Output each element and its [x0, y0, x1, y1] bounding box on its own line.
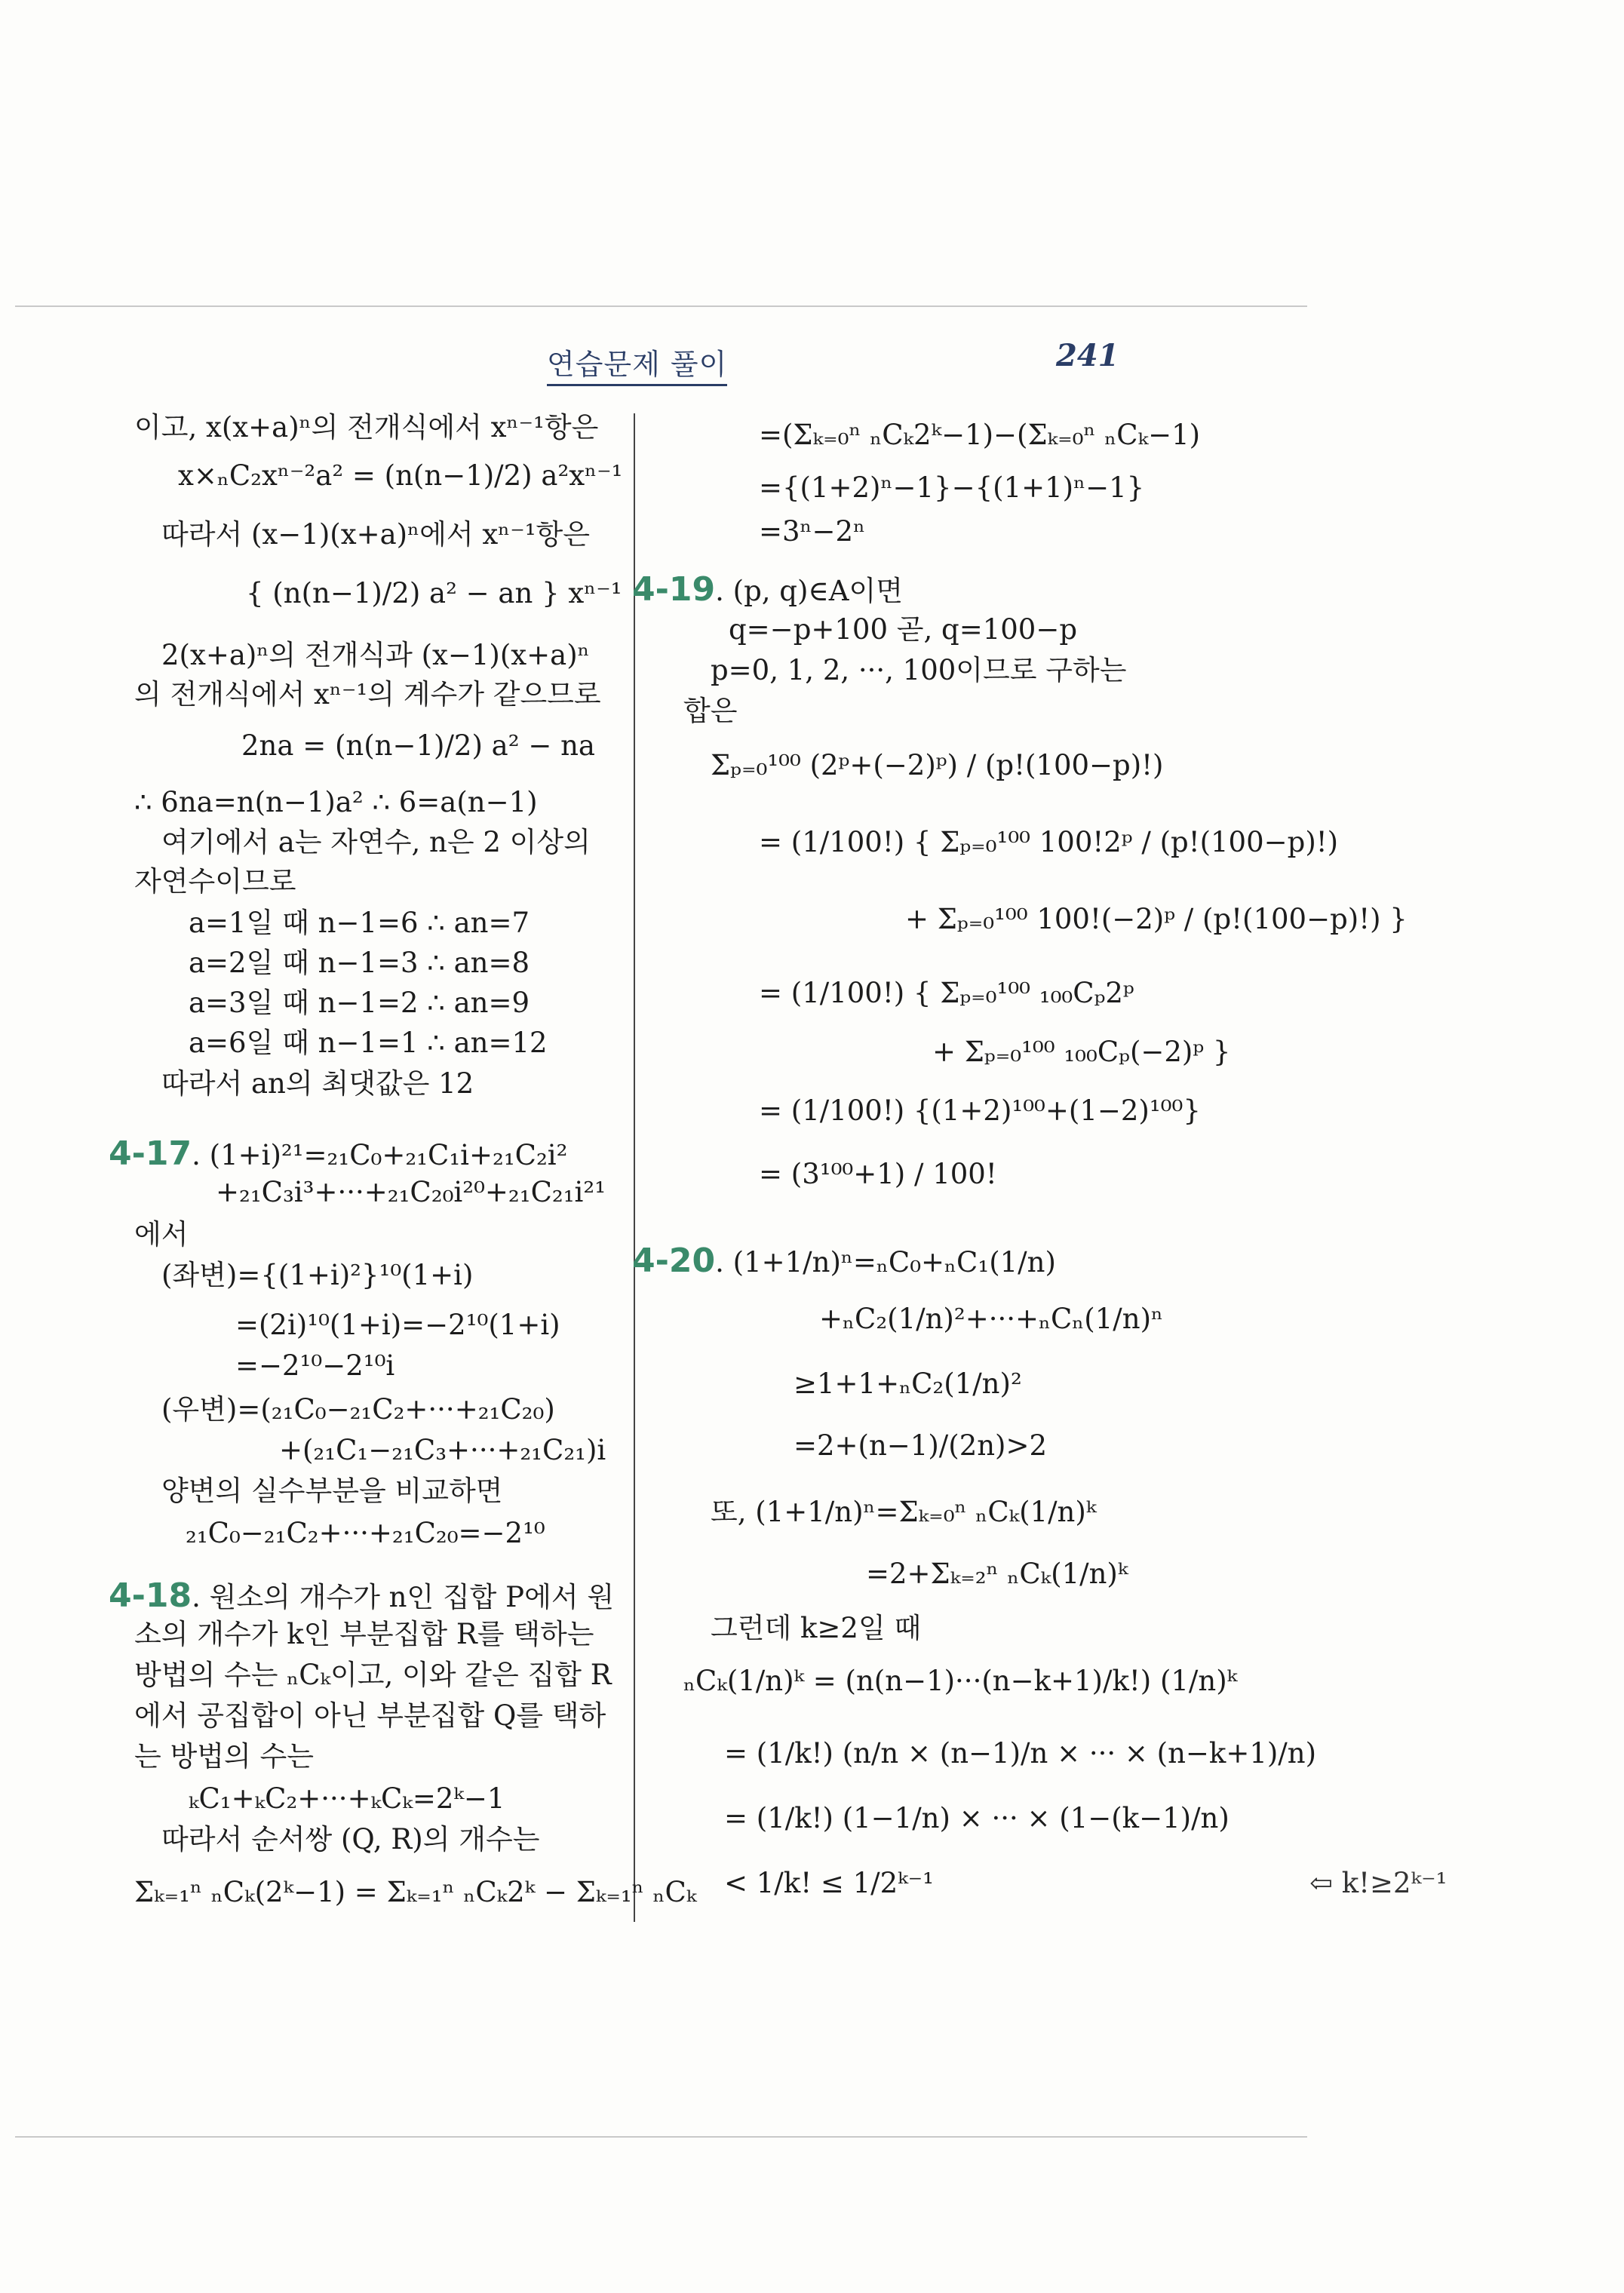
line-text: 따라서 an의 최댓값은 12: [161, 1067, 474, 1100]
line-text: . 원소의 개수가 n인 집합 P에서 원: [192, 1581, 615, 1613]
left-column-line: [134, 788, 538, 816]
left-column-line: [235, 1349, 395, 1382]
line-text: = (1/100!) { Σₚ₌₀¹⁰⁰ 100!2ᵖ / (p!(100−p)!): [759, 826, 1339, 858]
line-text: Σₖ₌₁ⁿ ₙCₖ(2ᵏ−1) = Σₖ₌₁ⁿ ₙCₖ2ᵏ − Σₖ₌₁ⁿ ₙCₖ: [134, 1876, 697, 1908]
line-text: =2+Σₖ₌₂ⁿ ₙCₖ(1/n)ᵏ: [866, 1558, 1128, 1590]
line-text: 따라서 (x−1)(x+a)ⁿ에서 xⁿ⁻¹항은: [161, 518, 591, 551]
line-text: (우변)=(₂₁C₀−₂₁C₂+···+₂₁C₂₀): [161, 1393, 555, 1426]
left-column-line: [134, 1661, 612, 1689]
top-rule: [15, 305, 1307, 307]
line-text: ₙCₖ(1/n)ᵏ = (n(n−1)···(n−k+1)/k!) (1/n)ᵏ: [683, 1665, 1238, 1697]
line-text: 합은: [683, 695, 738, 727]
right-column-line: [759, 979, 1134, 1007]
right-column-line: [683, 697, 737, 725]
line-text: = (3¹⁰⁰+1) / 100!: [759, 1158, 997, 1190]
left-column-line: [134, 1218, 189, 1251]
line-text: =2+(n−1)/(2n)>2: [794, 1429, 1048, 1462]
line-text: a=2일 때 n−1=3 ∴ an=8: [189, 947, 530, 979]
line-text: . (1+i)²¹=₂₁C₀+₂₁C₁i+₂₁C₂i²: [192, 1139, 568, 1171]
line-text: 자연수이므로: [134, 865, 296, 898]
right-column-line: [759, 828, 1338, 856]
line-text: 이고, x(x+a)ⁿ의 전개식에서 xⁿ⁻¹항은: [134, 411, 599, 444]
line-text: a=6일 때 n−1=1 ∴ an=12: [189, 1027, 548, 1059]
line-text: . (p, q)∈A이면: [715, 575, 903, 607]
line-text: 의 전개식에서 xⁿ⁻¹의 계수가 같으므로: [134, 678, 601, 711]
left-column-line: [216, 1178, 606, 1206]
line-text: = (1/k!) (1−1/n) × ··· × (1−(k−1)/n): [724, 1802, 1230, 1834]
right-column-line: [759, 471, 1145, 504]
left-column-line: [186, 1519, 545, 1547]
right-column-line: [724, 1737, 1317, 1770]
page-header-title: 연습문제 풀이: [547, 341, 727, 386]
hint-note: ⇦ k!≥2ᵏ⁻¹: [1309, 1867, 1447, 1899]
page-number: 241: [1056, 338, 1119, 373]
left-column-line: [161, 1067, 474, 1100]
line-text: = (1/k!) (n/n × (n−1)/n × ··· × (n−k+1)/n): [724, 1737, 1317, 1770]
line-text: 2na = (n(n−1)/2) a² − na: [241, 729, 595, 762]
line-text: =−2¹⁰−2¹⁰i: [235, 1349, 395, 1382]
right-column-line: [866, 1560, 1128, 1588]
left-column-line: [189, 989, 530, 1017]
line-text: + Σₚ₌₀¹⁰⁰ ₁₀₀Cₚ(−2)ᵖ }: [932, 1036, 1231, 1068]
line-text: 는 방법의 수는: [134, 1740, 314, 1773]
line-text: + Σₚ₌₀¹⁰⁰ 100!(−2)ᵖ / (p!(100−p)!) }: [905, 903, 1408, 935]
right-column-line: [759, 1094, 1201, 1127]
left-column-line: [161, 828, 591, 856]
line-text: = (1/100!) {(1+2)¹⁰⁰+(1−2)¹⁰⁰}: [759, 1094, 1201, 1127]
right-column-line: [711, 656, 1127, 684]
line-text: { (n(n−1)/2) a² − an } xⁿ⁻¹: [246, 577, 622, 609]
line-text: Σₚ₌₀¹⁰⁰ (2ᵖ+(−2)ᵖ) / (p!(100−p)!): [711, 749, 1164, 781]
left-column-line: [189, 909, 530, 937]
problem-number: 4-20: [632, 1242, 716, 1280]
problem-number: 4-17: [109, 1134, 192, 1173]
left-column-line: [134, 1699, 606, 1732]
right-column-line: [794, 1370, 1022, 1398]
line-text: 방법의 수는 ₙCₖ이고, 이와 같은 집합 R: [134, 1659, 612, 1691]
right-column-line: [724, 1869, 934, 1897]
right-column-line: [729, 613, 1078, 646]
line-text: 양변의 실수부분을 비교하면: [161, 1475, 503, 1507]
line-text: =(2i)¹⁰(1+i)=−2¹⁰(1+i): [235, 1309, 560, 1341]
left-column-line: [189, 1782, 505, 1815]
left-column-line: [109, 1134, 568, 1173]
line-text: 에서: [134, 1218, 189, 1251]
line-text: ₖC₁+ₖC₂+···+ₖCₖ=2ᵏ−1: [189, 1782, 505, 1815]
left-column-line: [134, 411, 599, 444]
right-column-line: [683, 1667, 1237, 1695]
line-text: 그런데 k≥2일 때: [711, 1612, 922, 1644]
line-text: 2(x+a)ⁿ의 전개식과 (x−1)(x+a)ⁿ: [161, 639, 590, 671]
line-text: 따라서 순서쌍 (Q, R)의 개수는: [161, 1823, 540, 1856]
line-text: . (1+1/n)ⁿ=ₙC₀+ₙC₁(1/n): [715, 1246, 1056, 1278]
line-text: < 1/k! ≤ 1/2ᵏ⁻¹: [724, 1867, 934, 1899]
column-divider: [634, 413, 635, 1922]
right-column-line: [711, 1614, 921, 1642]
line-text: =(Σₖ₌₀ⁿ ₙCₖ2ᵏ−1)−(Σₖ₌₀ⁿ ₙCₖ−1): [759, 419, 1201, 451]
right-column-line: [632, 1242, 1056, 1280]
right-column-line: [794, 1429, 1048, 1462]
left-column-line: [178, 459, 623, 492]
left-column-line: [189, 949, 530, 977]
line-text: q=−p+100 곧, q=100−p: [729, 613, 1078, 646]
left-column-line: [161, 1261, 473, 1289]
left-column-line: [279, 1436, 606, 1464]
line-text: ₂₁C₀−₂₁C₂+···+₂₁C₂₀=−2¹⁰: [186, 1517, 545, 1549]
right-column-line: [905, 905, 1408, 933]
line-text: (좌변)={(1+i)²}¹⁰(1+i): [161, 1259, 474, 1291]
right-column-line: [632, 570, 903, 609]
right-column-line: [711, 751, 1163, 779]
left-column-line: [161, 1393, 555, 1426]
right-column-line: [759, 1160, 997, 1188]
line-text: 또, (1+1/n)ⁿ=Σₖ₌₀ⁿ ₙCₖ(1/n)ᵏ: [711, 1496, 1097, 1528]
left-column-line: [161, 518, 591, 551]
bottom-rule: [15, 2136, 1307, 2138]
line-text: 소의 개수가 k인 부분집합 R를 택하는: [134, 1618, 594, 1650]
right-column-line: [759, 515, 866, 548]
left-column-line: [134, 1620, 594, 1648]
right-column-line: [724, 1804, 1230, 1832]
left-column-line: [134, 678, 601, 711]
line-text: p=0, 1, 2, ···, 100이므로 구하는: [711, 654, 1127, 686]
line-text: =3ⁿ−2ⁿ: [759, 515, 866, 548]
line-text: 여기에서 a는 자연수, n은 2 이상의: [161, 826, 591, 858]
line-text: x×ₙC₂xⁿ⁻²a² = (n(n−1)/2) a²xⁿ⁻¹: [178, 459, 623, 492]
left-column-line: [241, 729, 595, 762]
left-column-line: [134, 1740, 314, 1773]
line-text: a=1일 때 n−1=6 ∴ an=7: [189, 907, 530, 939]
left-column-line: [161, 1823, 540, 1856]
line-text: = (1/100!) { Σₚ₌₀¹⁰⁰ ₁₀₀Cₚ2ᵖ: [759, 977, 1134, 1009]
line-text: ={(1+2)ⁿ−1}−{(1+1)ⁿ−1}: [759, 471, 1145, 504]
line-text: 에서 공집합이 아닌 부분집합 Q를 택하: [134, 1699, 606, 1732]
right-column-line: [759, 421, 1200, 449]
left-column-line: [161, 641, 590, 669]
line-text: +(₂₁C₁−₂₁C₃+···+₂₁C₂₁)i: [279, 1434, 606, 1466]
left-column-line: [189, 1029, 548, 1057]
left-column-line: [235, 1311, 560, 1339]
right-column-line: [819, 1305, 1163, 1333]
line-text: +₂₁C₃i³+···+₂₁C₂₀i²⁰+₂₁C₂₁i²¹: [216, 1176, 606, 1208]
left-column-line: [134, 1878, 696, 1906]
right-column-line: [711, 1498, 1096, 1526]
line-text: ∴ 6na=n(n−1)a² ∴ 6=a(n−1): [134, 786, 538, 818]
left-column-line: [134, 865, 296, 898]
left-column-line: [109, 1576, 615, 1615]
line-text: a=3일 때 n−1=2 ∴ an=9: [189, 987, 530, 1019]
problem-number: 4-19: [632, 570, 716, 609]
line-text: +ₙC₂(1/n)²+···+ₙCₙ(1/n)ⁿ: [819, 1303, 1164, 1335]
problem-number: 4-18: [109, 1576, 192, 1615]
left-column-line: [246, 579, 622, 607]
line-text: ≥1+1+ₙC₂(1/n)²: [794, 1368, 1022, 1400]
right-column-line: [932, 1038, 1230, 1066]
left-column-line: [161, 1477, 502, 1505]
